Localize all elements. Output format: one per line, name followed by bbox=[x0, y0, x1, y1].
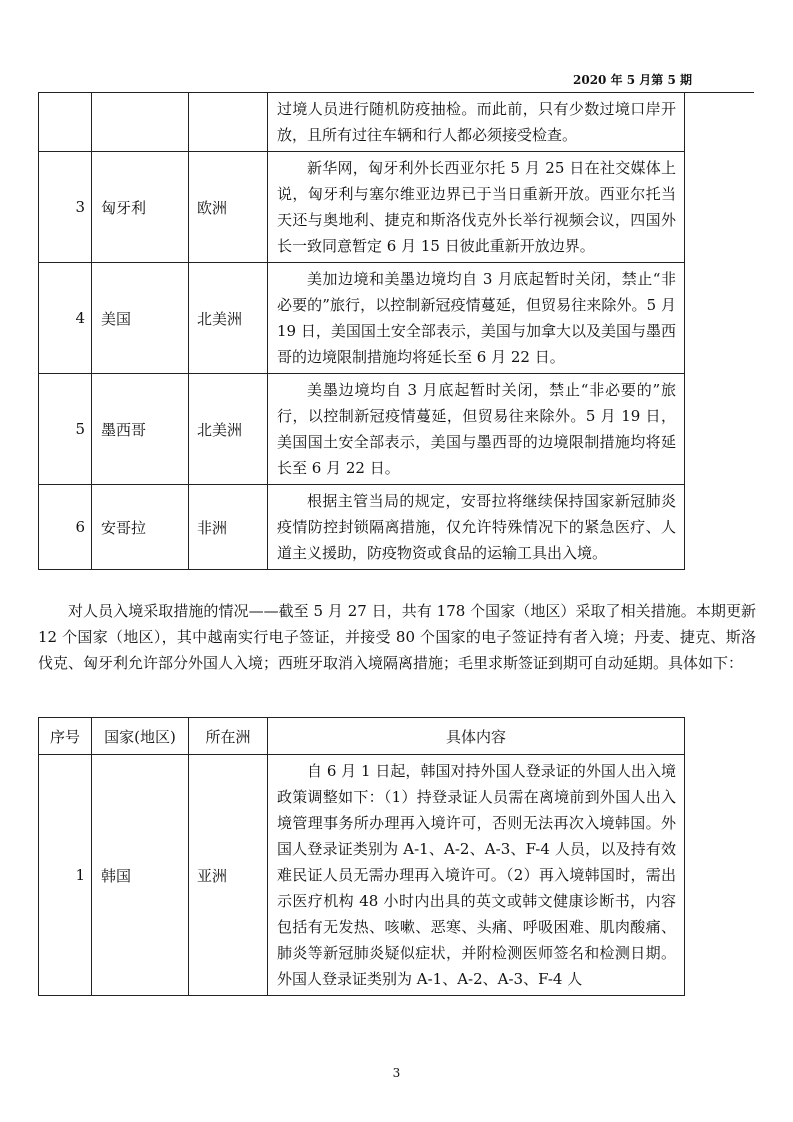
row-country: 安哥拉 bbox=[92, 485, 189, 570]
table-row bbox=[39, 152, 685, 263]
row-continent: 北美洲 bbox=[189, 374, 268, 485]
row-content: 美墨边境均自 3 月底起暂时关闭，禁止“非必要的”旅行，以控制新冠疫情蔓延，但贸易往来除外。5 月 19 日，美国国土安全部表示，美国与墨西哥的边境限制措施均将延长至 6 月 22 日。 bbox=[268, 374, 685, 485]
row-content: 过境人员进行随机防疫抽检。而此前，只有少数过境口岸开放，且所有过往车辆和行人都必须接受检查。 bbox=[268, 93, 685, 152]
row-number bbox=[39, 93, 92, 152]
table-row bbox=[39, 485, 685, 570]
table-header-row bbox=[39, 718, 685, 755]
header-number: 序号 bbox=[39, 718, 92, 755]
table-row bbox=[39, 263, 685, 374]
header-country: 国家(地区) bbox=[92, 718, 189, 755]
row-continent: 欧洲 bbox=[189, 152, 268, 263]
row-content: 自 6 月 1 日起，韩国对持外国人登录证的外国人出入境政策调整如下：（1）持登录证人员需在离境前到外国人出入境管理事务所办理再入境许可，否则无法再次入境韩国。外国人登录证类别为 A-1、A-2、A-3、F-4 人员，以及持有效难民证人员无需办理再入境许可。（2）再入境韩国时，需出示医疗机构 48 小时内出具的英文或韩文健康诊断书，内容包括有无发热、咳嗽、恶寒、头痛、呼吸困难、肌肉酸痛、肺炎等新冠肺炎疑似症状，并附检测医师签名和检测日期。外国人登录证类别为 A-1、A-2、A-3、F-4 人 bbox=[268, 755, 685, 996]
row-number: 3 bbox=[39, 152, 92, 263]
row-number: 1 bbox=[39, 755, 92, 996]
table-row bbox=[39, 374, 685, 485]
row-country bbox=[92, 93, 189, 152]
row-number: 4 bbox=[39, 263, 92, 374]
row-content: 美加边境和美墨边境均自 3 月底起暂时关闭，禁止“非必要的”旅行，以控制新冠疫情蔓延，但贸易往来除外。5 月 19 日，美国国土安全部表示，美国与加拿大以及美国与墨西哥的边境限制措施均将延长至 6 月 22 日。 bbox=[268, 263, 685, 374]
row-continent: 非洲 bbox=[189, 485, 268, 570]
summary-paragraph: 对人员入境采取措施的情况——截至 5 月 27 日，共有 178 个国家（地区）采取了相关措施。本期更新 12 个国家（地区），其中越南实行电子签证，并接受 80 个国家的电子签证持有者入境；丹麦、捷克、斯洛伐克、匈牙利允许部分外国人入境；西班牙取消入境隔离措施；毛里求斯签证到期可自动延期。具体如下： bbox=[38, 602, 756, 672]
row-country: 韩国 bbox=[92, 755, 189, 996]
row-country: 墨西哥 bbox=[92, 374, 189, 485]
table-row bbox=[39, 93, 685, 152]
row-content: 新华网，匈牙利外长西亚尔托 5 月 25 日在社交媒体上说，匈牙利与塞尔维亚边界已于当日重新开放。西亚尔托当天还与奥地利、捷克和斯洛伐克外长举行视频会议，四国外长一致同意暂定 6 月 15 日彼此重新开放边界。 bbox=[268, 152, 685, 263]
page-number: 3 bbox=[392, 1066, 401, 1080]
issue-header: 2020 年 5 月第 5 期 bbox=[573, 73, 692, 87]
table-row bbox=[39, 755, 685, 996]
row-country: 匈牙利 bbox=[92, 152, 189, 263]
border-measures-table bbox=[38, 92, 685, 570]
row-number: 5 bbox=[39, 374, 92, 485]
header-content: 具体内容 bbox=[268, 718, 685, 755]
row-content: 根据主管当局的规定，安哥拉将继续保持国家新冠肺炎疫情防控封锁隔离措施，仅允许特殊情况下的紧急医疗、人道主义援助，防疫物资或食品的运输工具出入境。 bbox=[268, 485, 685, 570]
row-continent: 北美洲 bbox=[189, 263, 268, 374]
row-number: 6 bbox=[39, 485, 92, 570]
header-continent: 所在洲 bbox=[189, 718, 268, 755]
row-continent bbox=[189, 93, 268, 152]
entry-measures-table bbox=[38, 717, 685, 996]
row-country: 美国 bbox=[92, 263, 189, 374]
row-continent: 亚洲 bbox=[189, 755, 268, 996]
